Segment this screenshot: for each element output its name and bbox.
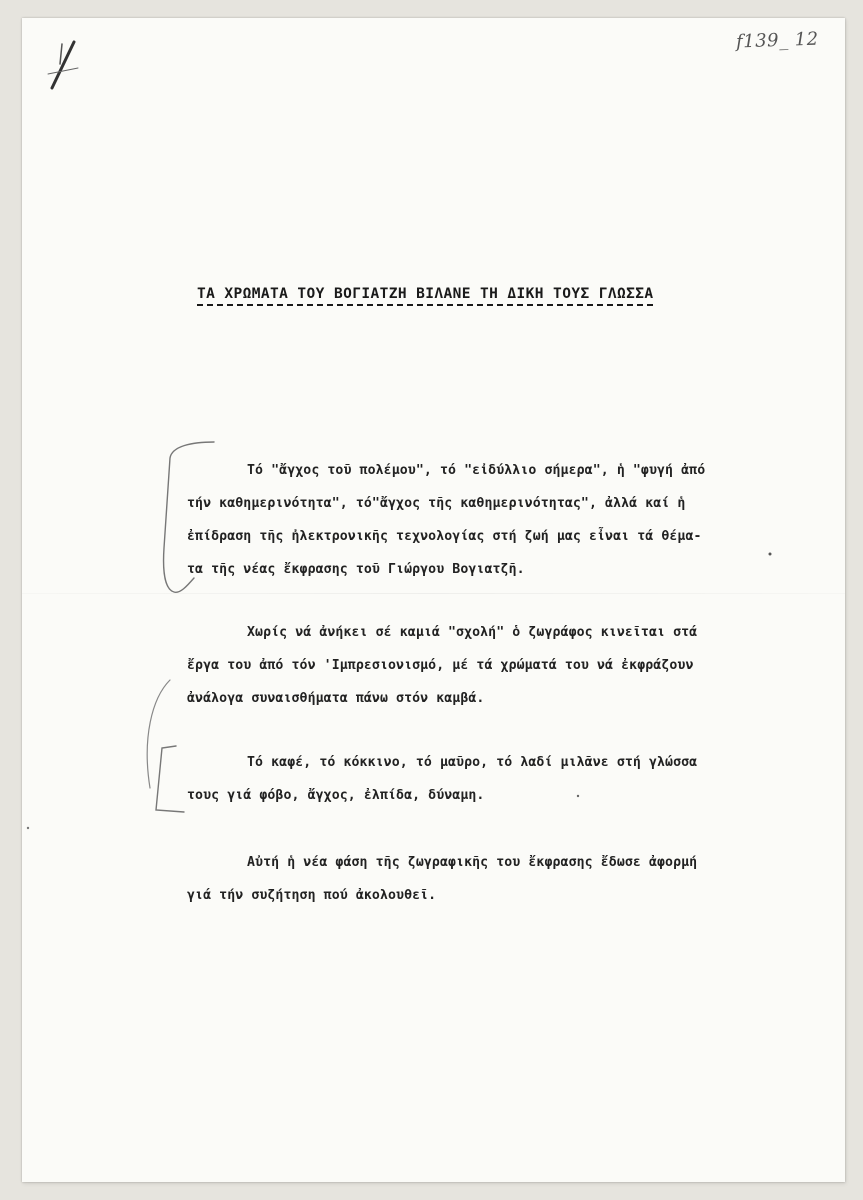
paragraph-line: Τό καφέ, τό κόκκινο, τό μαῦρο, τό λαδί μιλᾶνε στή γλώσσα [247,755,698,770]
paragraph-3 [187,746,697,812]
pencil-annotations [22,18,845,1182]
paragraph-line: γιά τήν συζήτηση πού ἀκολουθεῖ. [187,888,437,903]
paragraph-line: ἀνάλογα συναισθήματα πάνω στόν καμβά. [187,691,485,706]
paragraph-line: Αὐτή ἡ νέα φάση τῆς ζωγραφικῆς του ἔκφρασης ἔδωσε ἀφορμή [247,855,698,870]
paragraph-line: Τό "ἄγχος τοῦ πολέμου", τό "εἰδύλλιο σήμερα", ἡ "φυγή ἀπό [247,463,706,478]
paragraph-line: τους γιά φόβο, ἄγχος, ἐλπίδα, δύναμη. [187,788,485,803]
paragraph-line: τήν καθημερινότητα", τό"ἄγχος τῆς καθημερινότητας", ἀλλά καί ἡ [187,496,686,511]
paragraph-2 [187,616,697,715]
paragraph-1 [187,454,705,586]
bracket-paragraph-3 [156,746,184,812]
paragraph-line: Χωρίς νά ἀνήκει σέ καμιά "σχολή" ὁ ζωγράφος κινεῖται στά [247,625,698,640]
paragraph-line: ἐπίδραση τῆς ἠλεκτρονικῆς τεχνολογίας στή ζωή μας εἶναι τά θέμα- [187,529,702,544]
paragraph-4 [187,846,697,912]
paper-fold [22,593,845,594]
paragraph-line: τα τῆς νέας ἔκφρασης τοῦ Γιώργου Βογιατζῆ. [187,562,525,577]
corner-pencil-mark-icon [44,38,80,90]
paragraph-line: ἔργα του ἀπό τόν 'Ιμπρεσιονισμό, μέ τά χρώματά του νά ἐκφράζουν [187,658,694,673]
page-title: ΤΑ ΧΡΩΜΑΤΑ ΤΟΥ ΒΟΓΙΑΤΖΗ ΒΙΛΑΝΕ ΤΗ ΔΙΚΗ ΤΟΥΣ ΓΛΩΣΣΑ [197,286,654,302]
document-page [22,18,845,1182]
arc-connector [147,680,170,788]
reference-number: f139_ 12 [736,28,820,53]
